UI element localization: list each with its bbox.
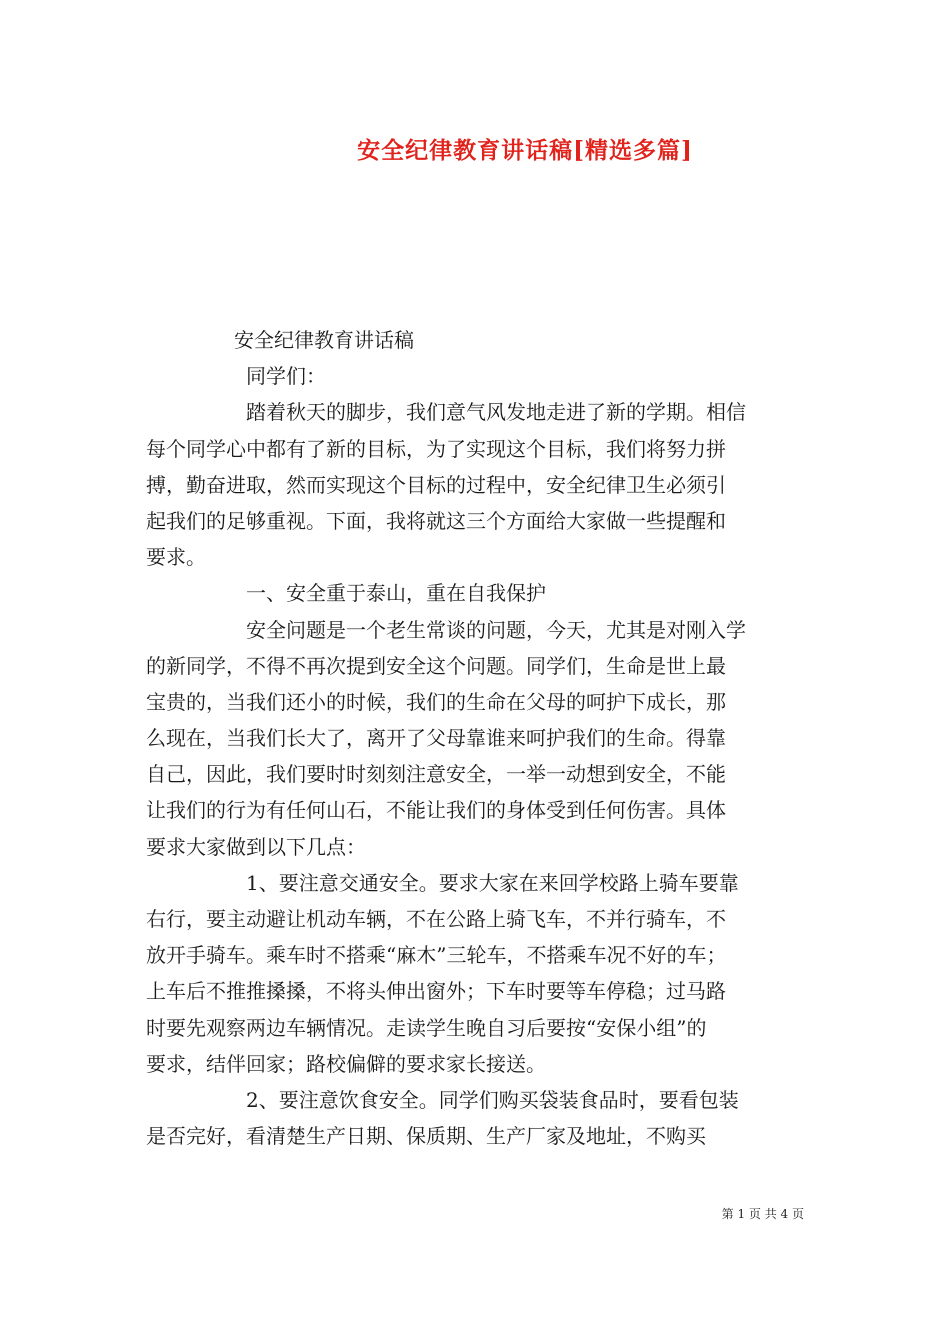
greeting: 同学们： <box>246 364 326 389</box>
text-line: 时要先观察两边车辆情况。走读学生晚自习后要按“安保小组”的 <box>146 1015 707 1040</box>
body-text <box>146 394 806 1154</box>
text-line: 起我们的足够重视。下面，我将就这三个方面给大家做一些提醒和 <box>146 508 726 533</box>
text-line: 2、要注意饮食安全。同学们购买袋装食品时，要看包装 <box>246 1087 739 1112</box>
text-line: 的新同学，不得不再次提到安全这个问题。同学们，生命是世上最 <box>146 653 726 678</box>
text-line: 么现在，当我们长大了，离开了父母靠谁来呵护我们的生命。得靠 <box>146 726 726 751</box>
page-footer: 第 1 页 共 4 页 <box>721 1207 804 1221</box>
document-body <box>146 322 806 1154</box>
section-heading: 安全纪律教育讲话稿 <box>234 328 414 352</box>
text-line: 每个同学心中都有了新的目标，为了实现这个目标，我们将努力拼 <box>146 436 726 461</box>
text-line: 1、要注意交通安全。要求大家在来回学校路上骑车要靠 <box>246 870 739 895</box>
text-line: 踏着秋天的脚步，我们意气风发地走进了新的学期。相信 <box>246 400 746 425</box>
text-line: 搏，勤奋进取，然而实现这个目标的过程中，安全纪律卫生必须引 <box>146 472 726 497</box>
text-line: 上车后不推推搡搡，不将头伸出窗外；下车时要等车停稳；过马路 <box>146 979 726 1004</box>
text-line: 一、安全重于泰山，重在自我保护 <box>246 581 546 606</box>
text-line: 让我们的行为有任何山石，不能让我们的身体受到任何伤害。具体 <box>146 798 726 823</box>
text-line: 要求，结伴回家；路校偏僻的要求家长接送。 <box>146 1051 546 1076</box>
text-line: 是否完好，看清楚生产日期、保质期、生产厂家及地址，不购买 <box>146 1124 706 1149</box>
text-line: 放开手骑车。乘车时不搭乘“麻木”三轮车，不搭乘车况不好的车； <box>146 943 727 968</box>
text-line: 安全问题是一个老生常谈的问题，今天，尤其是对刚入学 <box>246 617 746 642</box>
document-title: 安全纪律教育讲话稿[精选多篇] <box>357 137 693 164</box>
text-line: 宝贵的，当我们还小的时候，我们的生命在父母的呵护下成长，那 <box>146 689 726 714</box>
text-line: 自己，因此，我们要时时刻刻注意安全，一举一动想到安全，不能 <box>146 762 726 787</box>
text-line: 右行，要主动避让机动车辆，不在公路上骑飞车，不并行骑车，不 <box>146 907 726 931</box>
text-line: 要求。 <box>146 545 206 570</box>
text-line: 要求大家做到以下几点： <box>146 834 366 859</box>
